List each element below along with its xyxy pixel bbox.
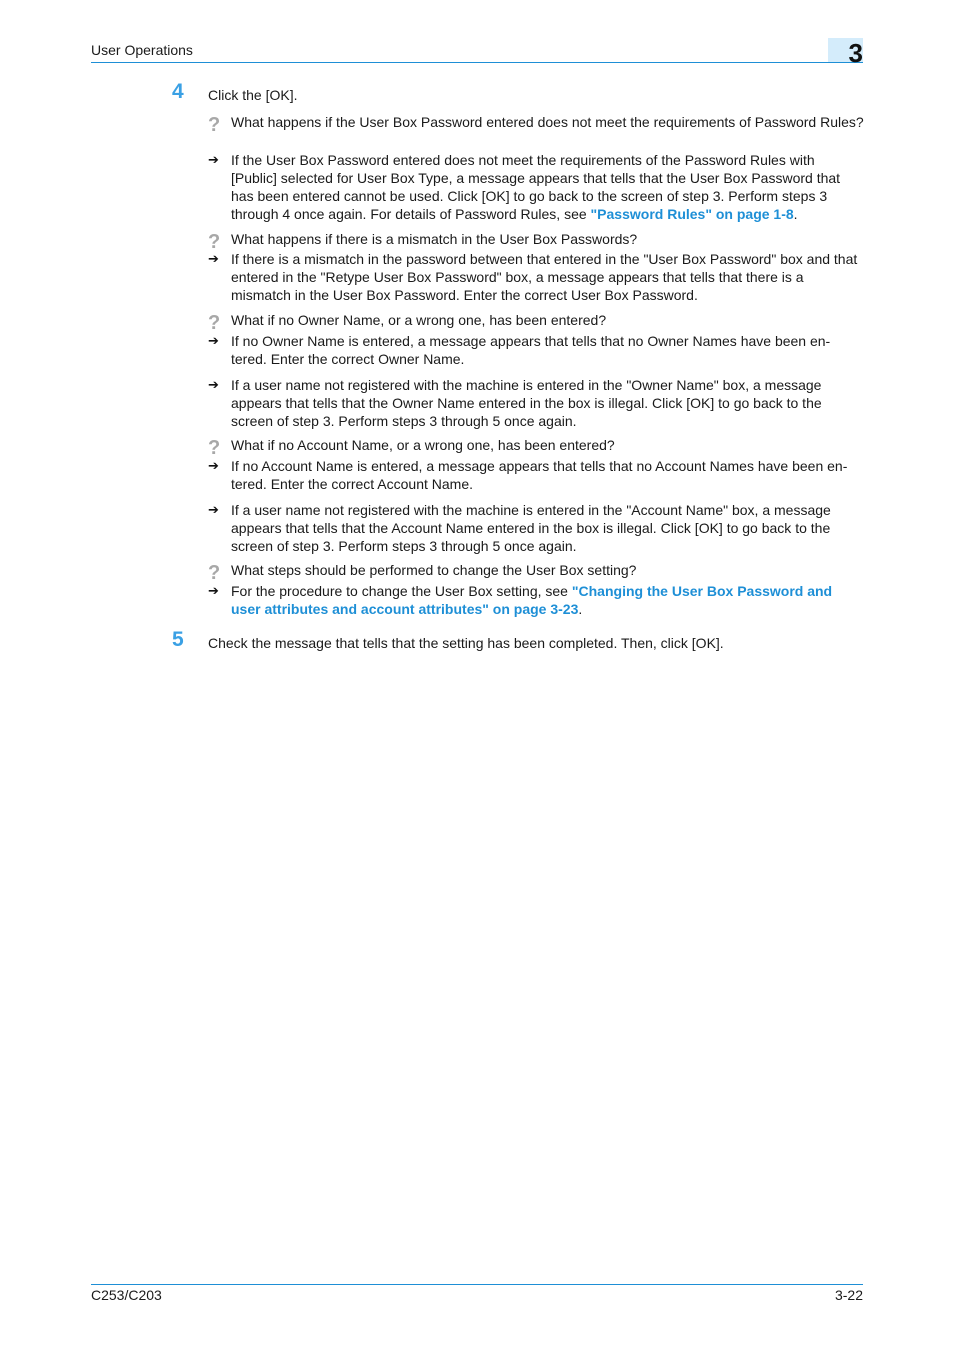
faq-answer — [208, 332, 864, 368]
faq-question — [208, 230, 864, 253]
faq-question — [208, 113, 864, 136]
faq-answer — [208, 582, 864, 618]
faq-answer — [208, 250, 864, 304]
password-rules-link[interactable]: "Password Rules" on page 1-8 — [590, 206, 794, 222]
question-text: What steps should be performed to change the User Box setting? — [231, 562, 637, 578]
arrow-icon: ➔ — [208, 458, 219, 473]
faq-question — [208, 561, 864, 584]
answer-text: For the procedure to change the User Box setting, see "Changing the User Box Password and user attributes and account attributes" on page 3-23. — [231, 583, 833, 617]
answer-text: If there is a mismatch in the password between that entered in the "User Box Password" box and that entered in the "Retype User Box Password" box, a message appears that tells that there is a mismatch in the User Box Password. Enter the correct User Box Password. — [231, 251, 858, 303]
answer-text: If no Account Name is entered, a message appears that tells that no Account Names have been en-tered. Enter the correct Account Name. — [231, 458, 848, 492]
answer-text: If no Owner Name is entered, a message appears that tells that no Owner Names have been en-tered. Enter the correct Owner Name. — [231, 333, 831, 367]
section-title: User Operations — [91, 42, 193, 58]
faq-answer — [208, 376, 864, 430]
arrow-icon: ➔ — [208, 502, 219, 517]
question-icon: ? — [208, 231, 221, 253]
changing-user-box-password-link[interactable]: "Changing the User Box Password and user attributes and account attributes" on page 3-23 — [231, 583, 833, 617]
chapter-badge — [828, 38, 863, 68]
header-rule — [91, 62, 863, 63]
question-text: What happens if there is a mismatch in the User Box Passwords? — [231, 231, 638, 247]
chapter-number: 3 — [848, 38, 863, 68]
question-icon: ? — [208, 114, 221, 136]
faq-question — [208, 311, 864, 334]
question-text: What happens if the User Box Password entered does not meet the requirements of Password Rules? — [231, 114, 864, 130]
question-text: What if no Account Name, or a wrong one, has been entered? — [231, 437, 615, 453]
faq-answer — [208, 151, 864, 223]
arrow-icon: ➔ — [208, 251, 219, 266]
footer-rule — [91, 1284, 863, 1285]
arrow-icon: ➔ — [208, 377, 219, 392]
arrow-icon: ➔ — [208, 333, 219, 348]
footer-model: C253/C203 — [91, 1287, 162, 1303]
faq-question — [208, 436, 864, 459]
step-number-4: 4 — [172, 80, 184, 103]
faq-answer — [208, 501, 864, 555]
step-number-5: 5 — [172, 628, 184, 651]
question-icon: ? — [208, 562, 221, 584]
answer-text: If a user name not registered with the machine is entered in the "Owner Name" box, a message appears that tells that the Owner Name entered in the box is illegal. Click [OK] to go back to the screen of step 3. Perform steps 3 through 5 once again. — [231, 377, 822, 429]
footer-page-number: 3-22 — [834, 1287, 863, 1303]
answer-text: If the User Box Password entered does not meet the requirements of the Password Rules with [Public] selected for User Box Type, a message appears that tells that the User Box Password that has been entered cannot be used. Click [OK] to go back to the screen of step 3. Perform steps 3 through 4 once again. For details of Password Rules, see "Password Rules" on page 1-8. — [231, 152, 841, 222]
question-icon: ? — [208, 437, 221, 459]
arrow-icon: ➔ — [208, 152, 219, 167]
faq-answer — [208, 457, 864, 493]
question-text: What if no Owner Name, or a wrong one, has been entered? — [231, 312, 607, 328]
question-icon: ? — [208, 312, 221, 334]
step-text-5: Check the message that tells that the setting has been completed. Then, click [OK]. — [208, 635, 724, 651]
answer-text: If a user name not registered with the machine is entered in the "Account Name" box, a message appears that tells that the Account Name entered in the box is illegal. Click [OK] to go back to the screen of step 3. Perform steps 3 through 5 once again. — [231, 502, 831, 554]
step-text-4: Click the [OK]. — [208, 87, 298, 103]
arrow-icon: ➔ — [208, 583, 219, 598]
